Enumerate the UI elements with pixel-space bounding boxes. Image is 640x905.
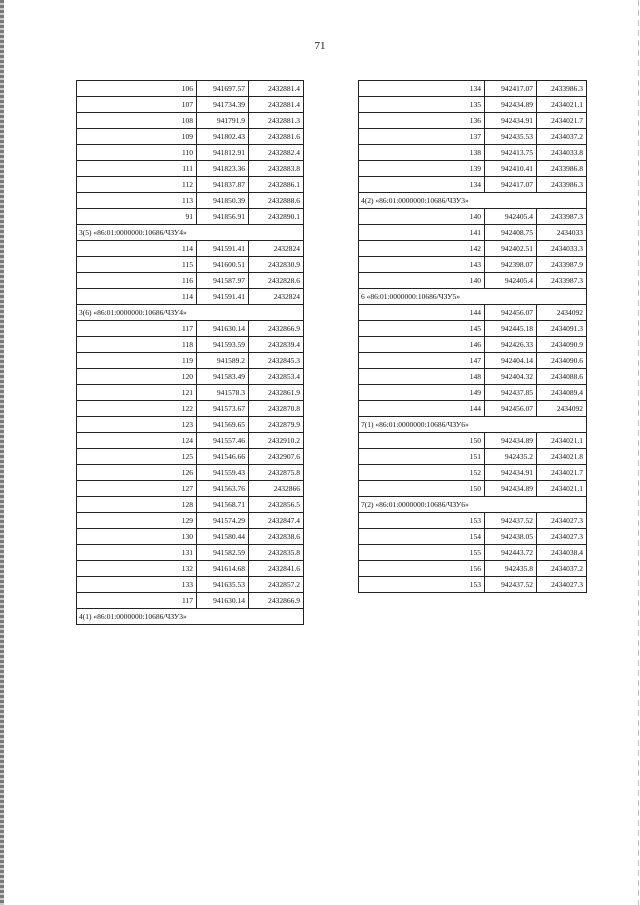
coordinate-row [77,529,304,545]
x-coordinate-cell: 942435.53 [485,129,537,145]
y-coordinate-cell: 2433986.3 [537,81,587,97]
coordinate-row [359,97,587,113]
coordinate-row [77,129,304,145]
y-coordinate-cell: 2433987.3 [537,209,587,225]
x-coordinate-cell: 942443.72 [485,545,537,561]
y-coordinate-cell: 2432824 [249,241,304,257]
x-coordinate-cell: 942398.07 [485,257,537,273]
point-number-cell: 137 [359,129,485,145]
y-coordinate-cell: 2432881.4 [249,97,304,113]
section-header-row [77,305,304,321]
coordinate-row [77,593,304,609]
x-coordinate-cell: 942408.75 [485,225,537,241]
coordinate-row [359,161,587,177]
point-number-cell: 154 [359,529,485,545]
coordinate-row [359,177,587,193]
coordinate-row [77,401,304,417]
point-number-cell: 134 [359,177,485,193]
point-number-cell: 125 [77,449,197,465]
point-number-cell: 140 [359,273,485,289]
x-coordinate-cell: 941580.44 [197,529,249,545]
y-coordinate-cell: 2434027.3 [537,529,587,545]
point-number-cell: 126 [77,465,197,481]
point-number-cell: 134 [359,81,485,97]
section-header-row [359,289,587,305]
x-coordinate-cell: 942434.89 [485,481,537,497]
y-coordinate-cell: 2432881.6 [249,129,304,145]
x-coordinate-cell: 941630.14 [197,321,249,337]
point-number-cell: 150 [359,433,485,449]
x-coordinate-cell: 942405.4 [485,273,537,289]
point-number-cell: 127 [77,481,197,497]
x-coordinate-cell: 941802.43 [197,129,249,145]
coordinate-row [77,465,304,481]
x-coordinate-cell: 942437.52 [485,577,537,593]
point-number-cell: 143 [359,257,485,273]
y-coordinate-cell: 2432881.4 [249,81,304,97]
section-blank-cell [249,225,304,241]
coordinate-row [77,545,304,561]
section-blank-cell [537,417,587,433]
point-number-cell: 111 [77,161,197,177]
x-coordinate-cell: 942445.18 [485,321,537,337]
y-coordinate-cell: 2434021.1 [537,97,587,113]
x-coordinate-cell: 941569.65 [197,417,249,433]
section-header-row [77,225,304,241]
x-coordinate-cell: 941856.91 [197,209,249,225]
coordinate-row [359,129,587,145]
coordinate-row [359,113,587,129]
point-number-cell: 131 [77,545,197,561]
point-number-cell: 118 [77,337,197,353]
y-coordinate-cell: 2432838.6 [249,529,304,545]
y-coordinate-cell: 2432847.4 [249,513,304,529]
x-coordinate-cell: 942404.32 [485,369,537,385]
point-number-cell: 142 [359,241,485,257]
coordinate-row [77,257,304,273]
y-coordinate-cell: 2432910.2 [249,433,304,449]
coordinate-row [359,81,587,97]
x-coordinate-cell: 941573.67 [197,401,249,417]
x-coordinate-cell: 941600.51 [197,257,249,273]
y-coordinate-cell: 2432883.8 [249,161,304,177]
coordinate-row [77,369,304,385]
x-coordinate-cell: 941812.91 [197,145,249,161]
coordinate-row [359,369,587,385]
section-blank-cell [249,305,304,321]
x-coordinate-cell: 941593.59 [197,337,249,353]
point-number-cell: 106 [77,81,197,97]
coordinate-row [359,433,587,449]
coordinate-row [359,305,587,321]
point-number-cell: 130 [77,529,197,545]
x-coordinate-cell: 942434.89 [485,433,537,449]
y-coordinate-cell: 2434033 [537,225,587,241]
section-header-row [359,417,587,433]
y-coordinate-cell: 2434037.2 [537,129,587,145]
x-coordinate-cell: 941578.3 [197,385,249,401]
scan-edge-left [0,0,4,905]
point-number-cell: 115 [77,257,197,273]
point-number-cell: 114 [77,289,197,305]
x-coordinate-cell: 942434.91 [485,465,537,481]
x-coordinate-cell: 942434.89 [485,97,537,113]
section-label: 3(5) «86:01:0000000:10686/ЧЗУ4» [77,225,249,241]
point-number-cell: 114 [77,241,197,257]
y-coordinate-cell: 2434021.7 [537,113,587,129]
coordinate-row [359,513,587,529]
coordinate-row [359,481,587,497]
coordinate-row [359,225,587,241]
x-coordinate-cell: 942404.14 [485,353,537,369]
point-number-cell: 107 [77,97,197,113]
y-coordinate-cell: 2432824 [249,289,304,305]
coordinates-table-right [358,80,587,593]
coordinate-row [77,241,304,257]
coordinate-row [77,497,304,513]
x-coordinate-cell: 942417.07 [485,177,537,193]
x-coordinate-cell: 942402.51 [485,241,537,257]
point-number-cell: 145 [359,321,485,337]
point-number-cell: 155 [359,545,485,561]
section-label: 6 «86:01:0000000:10686/ЧЗУ5» [359,289,537,305]
point-number-cell: 120 [77,369,197,385]
y-coordinate-cell: 2432841.6 [249,561,304,577]
x-coordinate-cell: 942456.07 [485,305,537,321]
point-number-cell: 123 [77,417,197,433]
point-number-cell: 124 [77,433,197,449]
coordinate-row [77,81,304,97]
x-coordinate-cell: 941568.71 [197,497,249,513]
y-coordinate-cell: 2434027.3 [537,513,587,529]
section-label: 3(6) «86:01:0000000:10686/ЧЗУ4» [77,305,249,321]
x-coordinate-cell: 941614.68 [197,561,249,577]
coordinate-row [359,321,587,337]
x-coordinate-cell: 942417.07 [485,81,537,97]
point-number-cell: 108 [77,113,197,129]
point-number-cell: 135 [359,97,485,113]
section-blank-cell [537,289,587,305]
y-coordinate-cell: 2432853.4 [249,369,304,385]
section-blank-cell [537,497,587,513]
x-coordinate-cell: 941837.87 [197,177,249,193]
y-coordinate-cell: 2432870.8 [249,401,304,417]
x-coordinate-cell: 942405.4 [485,209,537,225]
x-coordinate-cell: 942437.52 [485,513,537,529]
point-number-cell: 112 [77,177,197,193]
coordinate-row [359,449,587,465]
coordinate-row [359,465,587,481]
coordinate-row [359,385,587,401]
y-coordinate-cell: 2434089.4 [537,385,587,401]
x-coordinate-cell: 942435.8 [485,561,537,577]
point-number-cell: 121 [77,385,197,401]
section-label: 4(1) «86:01:0000000:10686/ЧЗУ3» [77,609,249,625]
y-coordinate-cell: 2432866.9 [249,593,304,609]
x-coordinate-cell: 941589.2 [197,353,249,369]
point-number-cell: 119 [77,353,197,369]
point-number-cell: 129 [77,513,197,529]
y-coordinate-cell: 2434021.8 [537,449,587,465]
y-coordinate-cell: 2434033.3 [537,241,587,257]
x-coordinate-cell: 941823.36 [197,161,249,177]
y-coordinate-cell: 2433987.3 [537,273,587,289]
x-coordinate-cell: 941582.59 [197,545,249,561]
section-header-row [359,193,587,209]
x-coordinate-cell: 941591.41 [197,241,249,257]
y-coordinate-cell: 2434088.6 [537,369,587,385]
x-coordinate-cell: 941734.39 [197,97,249,113]
y-coordinate-cell: 2434021.1 [537,433,587,449]
y-coordinate-cell: 2432861.9 [249,385,304,401]
point-number-cell: 156 [359,561,485,577]
y-coordinate-cell: 2432866.9 [249,321,304,337]
coordinate-row [77,321,304,337]
coordinate-row [359,577,587,593]
x-coordinate-cell: 942438.05 [485,529,537,545]
coordinate-row [77,417,304,433]
point-number-cell: 122 [77,401,197,417]
y-coordinate-cell: 2432875.8 [249,465,304,481]
y-coordinate-cell: 2432866 [249,481,304,497]
point-number-cell: 152 [359,465,485,481]
x-coordinate-cell: 941557.46 [197,433,249,449]
x-coordinate-cell: 941563.76 [197,481,249,497]
coordinate-row [359,337,587,353]
point-number-cell: 109 [77,129,197,145]
scan-edge-right [638,0,639,905]
y-coordinate-cell: 2432839.4 [249,337,304,353]
x-coordinate-cell: 941697.57 [197,81,249,97]
x-coordinate-cell: 941574.29 [197,513,249,529]
y-coordinate-cell: 2432881.3 [249,113,304,129]
point-number-cell: 147 [359,353,485,369]
y-coordinate-cell: 2434092 [537,401,587,417]
point-number-cell: 153 [359,513,485,529]
coordinate-row [77,113,304,129]
y-coordinate-cell: 2434021.1 [537,481,587,497]
x-coordinate-cell: 942426.33 [485,337,537,353]
coordinate-row [77,481,304,497]
point-number-cell: 151 [359,449,485,465]
x-coordinate-cell: 941850.39 [197,193,249,209]
section-header-row [77,609,304,625]
coordinate-row [77,193,304,209]
y-coordinate-cell: 2432886.1 [249,177,304,193]
y-coordinate-cell: 2432890.1 [249,209,304,225]
coordinate-row [359,529,587,545]
point-number-cell: 116 [77,273,197,289]
x-coordinate-cell: 941546.66 [197,449,249,465]
x-coordinate-cell: 941635.53 [197,577,249,593]
point-number-cell: 149 [359,385,485,401]
y-coordinate-cell: 2434092 [537,305,587,321]
section-blank-cell [537,193,587,209]
coordinate-row [77,273,304,289]
point-number-cell: 117 [77,593,197,609]
coordinate-row [77,353,304,369]
coordinate-row [359,273,587,289]
y-coordinate-cell: 2432856.5 [249,497,304,513]
coordinate-row [77,337,304,353]
point-number-cell: 110 [77,145,197,161]
y-coordinate-cell: 2432879.9 [249,417,304,433]
x-coordinate-cell: 941583.49 [197,369,249,385]
y-coordinate-cell: 2432882.4 [249,145,304,161]
coordinate-row [359,209,587,225]
point-number-cell: 128 [77,497,197,513]
coordinate-row [359,353,587,369]
point-number-cell: 140 [359,209,485,225]
x-coordinate-cell: 942437.85 [485,385,537,401]
point-number-cell: 117 [77,321,197,337]
coordinate-row [77,385,304,401]
point-number-cell: 148 [359,369,485,385]
y-coordinate-cell: 2433986.3 [537,177,587,193]
y-coordinate-cell: 2434091.3 [537,321,587,337]
section-label: 4(2) «86:01:0000000:10686/ЧЗУ3» [359,193,537,209]
section-label: 7(1) «86:01:0000000:10686/ЧЗУ6» [359,417,537,433]
coordinates-table-left [76,80,304,625]
coordinate-row [77,449,304,465]
coordinate-row [359,561,587,577]
section-label: 7(2) «86:01:0000000:10686/ЧЗУ6» [359,497,537,513]
y-coordinate-cell: 2432828.6 [249,273,304,289]
coordinate-row [77,209,304,225]
point-number-cell: 136 [359,113,485,129]
x-coordinate-cell: 941591.41 [197,289,249,305]
y-coordinate-cell: 2432907.6 [249,449,304,465]
x-coordinate-cell: 941791.9 [197,113,249,129]
coordinate-row [77,145,304,161]
point-number-cell: 132 [77,561,197,577]
point-number-cell: 139 [359,161,485,177]
y-coordinate-cell: 2432888.6 [249,193,304,209]
y-coordinate-cell: 2434021.7 [537,465,587,481]
point-number-cell: 144 [359,401,485,417]
y-coordinate-cell: 2434038.4 [537,545,587,561]
y-coordinate-cell: 2433987.9 [537,257,587,273]
coordinate-row [77,561,304,577]
x-coordinate-cell: 942413.75 [485,145,537,161]
coordinate-row [359,401,587,417]
point-number-cell: 150 [359,481,485,497]
point-number-cell: 138 [359,145,485,161]
coordinate-row [77,433,304,449]
coordinate-row [77,577,304,593]
y-coordinate-cell: 2434027.3 [537,577,587,593]
y-coordinate-cell: 2432830.9 [249,257,304,273]
coordinate-row [77,97,304,113]
point-number-cell: 141 [359,225,485,241]
page-number: 71 [314,40,326,52]
coordinate-row [77,289,304,305]
point-number-cell: 144 [359,305,485,321]
y-coordinate-cell: 2434090.9 [537,337,587,353]
coordinate-row [359,145,587,161]
coordinate-row [77,177,304,193]
y-coordinate-cell: 2432857.2 [249,577,304,593]
point-number-cell: 153 [359,577,485,593]
section-header-row [359,497,587,513]
y-coordinate-cell: 2434037.2 [537,561,587,577]
x-coordinate-cell: 941559.43 [197,465,249,481]
y-coordinate-cell: 2432835.8 [249,545,304,561]
x-coordinate-cell: 941587.97 [197,273,249,289]
coordinate-row [359,545,587,561]
coordinate-row [359,257,587,273]
coordinate-row [359,241,587,257]
y-coordinate-cell: 2434033.8 [537,145,587,161]
x-coordinate-cell: 942410.41 [485,161,537,177]
x-coordinate-cell: 942435.2 [485,449,537,465]
y-coordinate-cell: 2434090.6 [537,353,587,369]
y-coordinate-cell: 2433986.8 [537,161,587,177]
point-number-cell: 91 [77,209,197,225]
x-coordinate-cell: 942456.07 [485,401,537,417]
section-blank-cell [249,609,304,625]
point-number-cell: 113 [77,193,197,209]
coordinate-row [77,161,304,177]
point-number-cell: 146 [359,337,485,353]
y-coordinate-cell: 2432845.3 [249,353,304,369]
point-number-cell: 133 [77,577,197,593]
coordinate-row [77,513,304,529]
x-coordinate-cell: 942434.91 [485,113,537,129]
x-coordinate-cell: 941630.14 [197,593,249,609]
